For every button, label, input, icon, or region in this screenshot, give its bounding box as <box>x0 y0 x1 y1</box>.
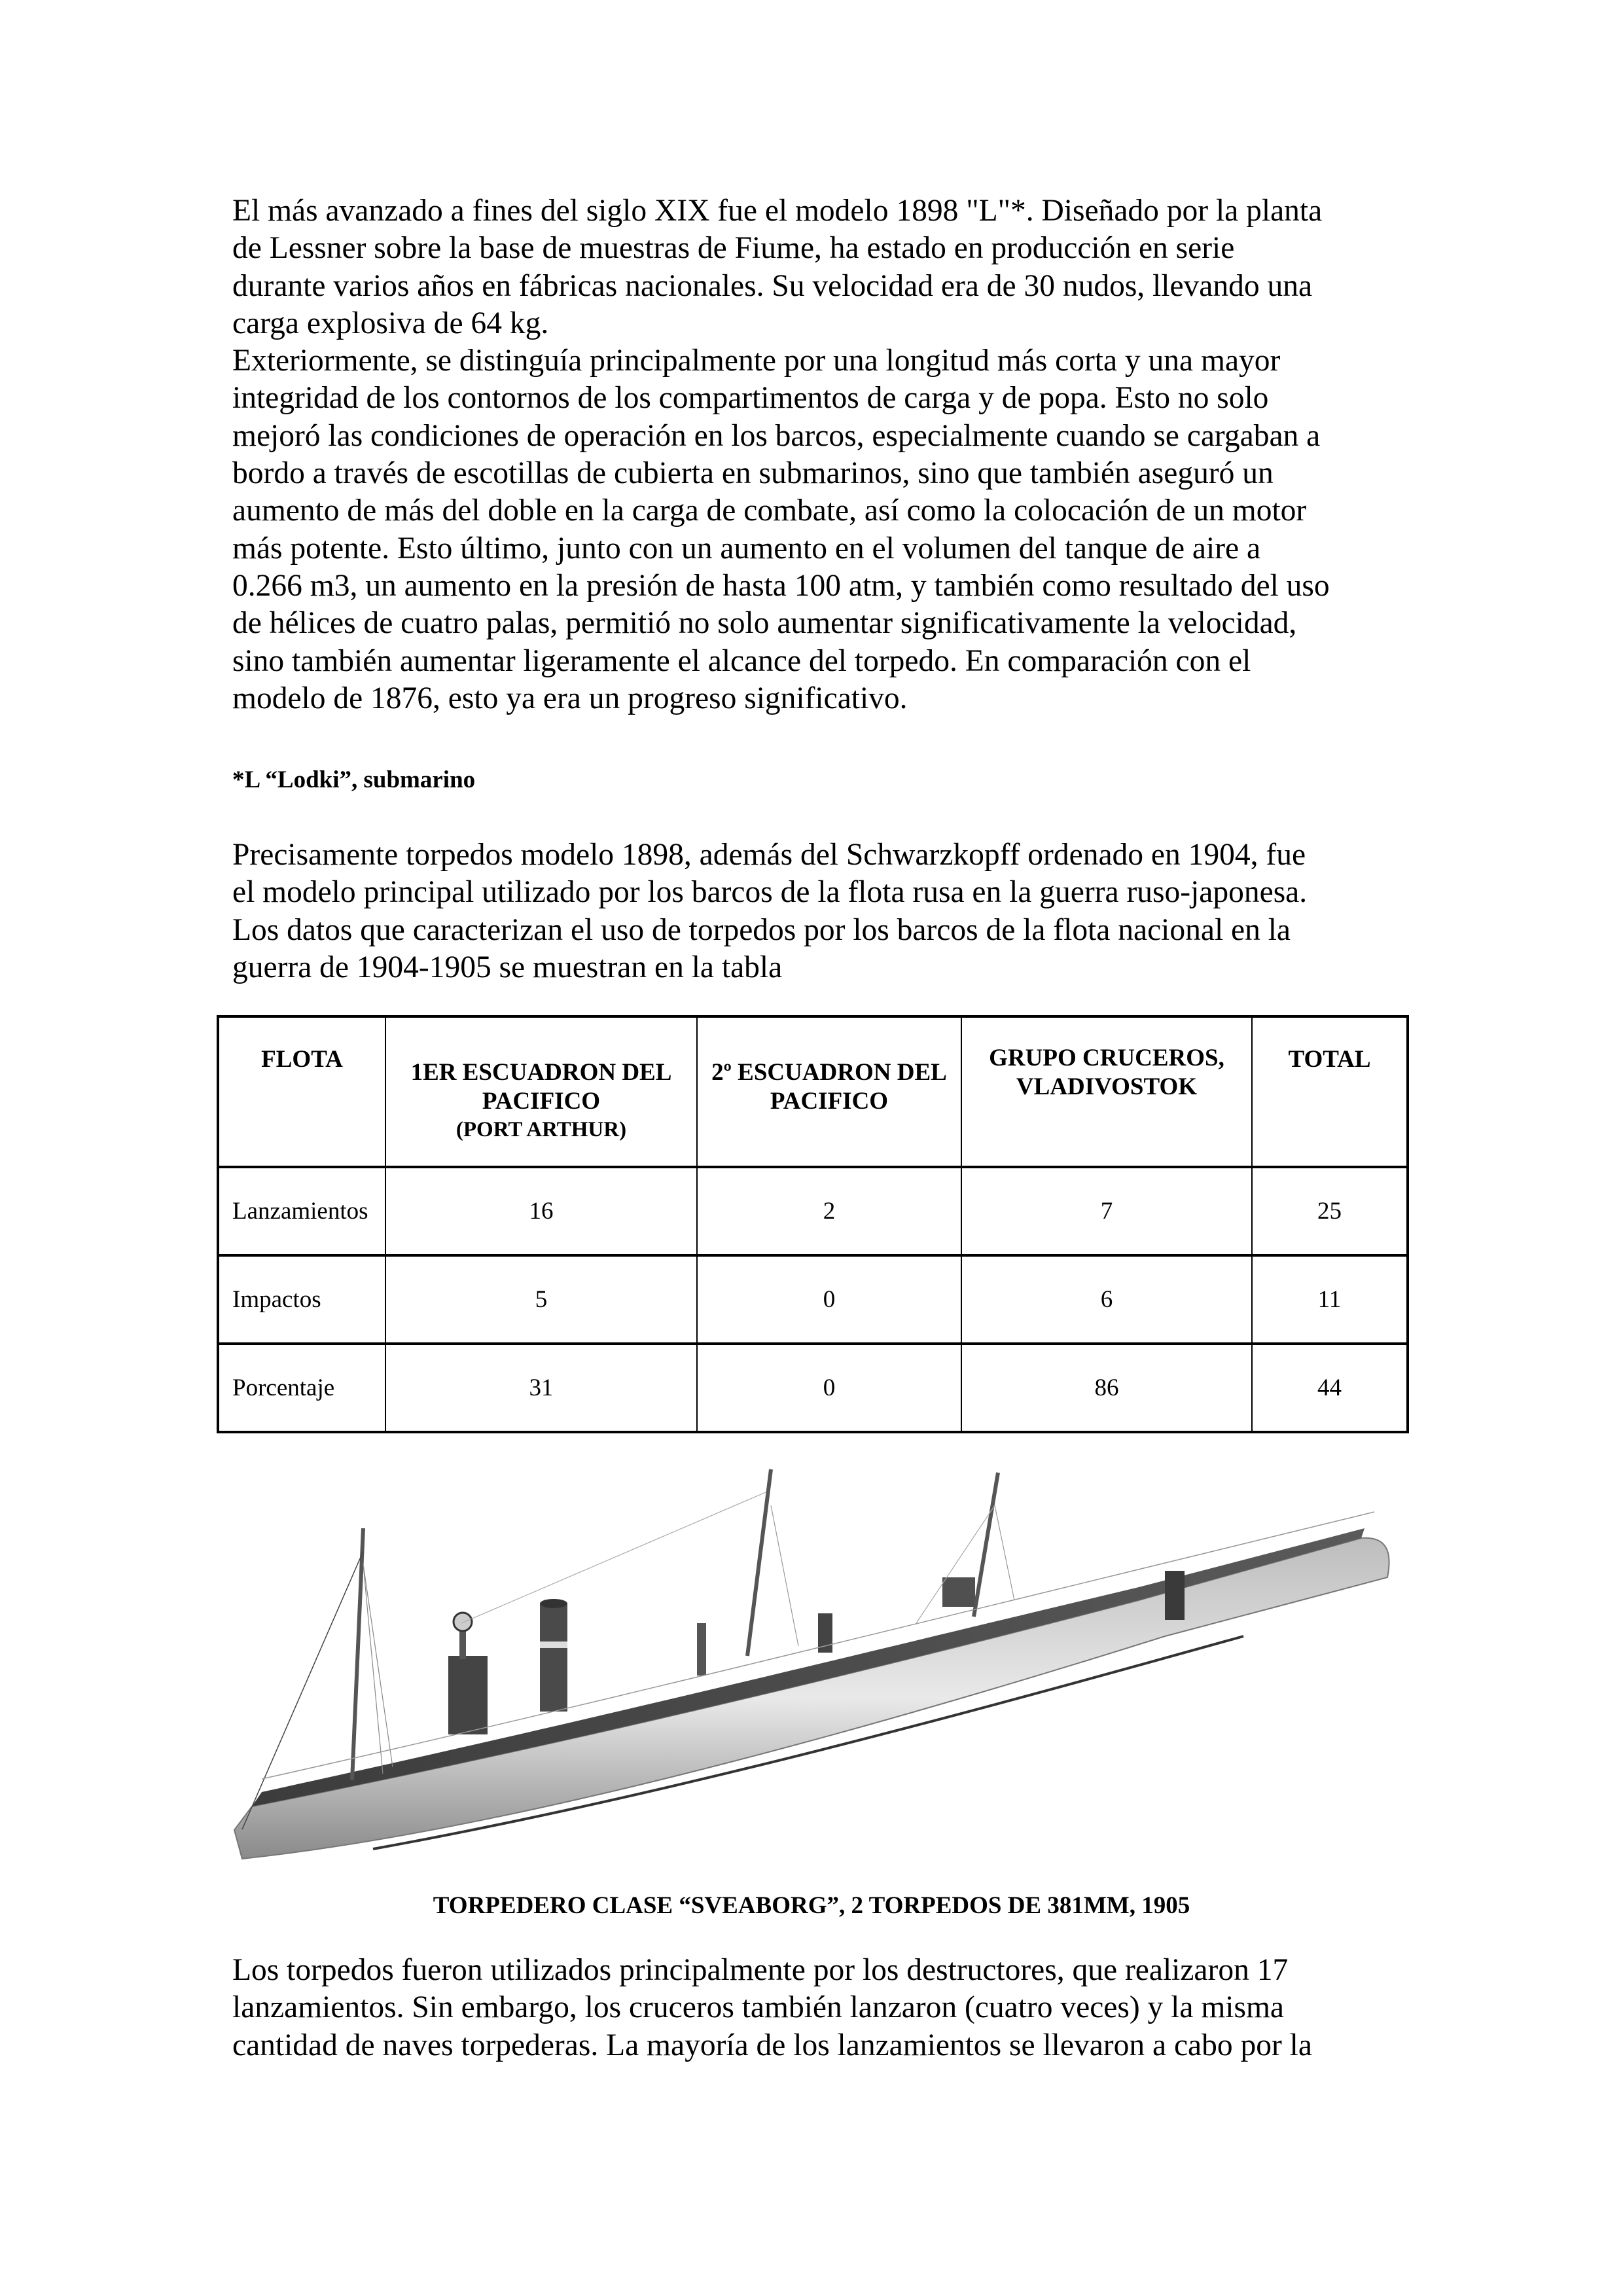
header-2-escuadron: 2º ESCUADRON DEL PACIFICO <box>697 1016 961 1167</box>
ship-icon <box>223 1466 1400 1885</box>
text-line: cantidad de naves torpederas. La mayoría de los lanzamientos se llevaron a cabo por la <box>232 2028 1312 2062</box>
row-label: Lanzamientos <box>218 1167 385 1255</box>
header-flota: FLOTA <box>218 1016 385 1167</box>
cell: 11 <box>1252 1255 1408 1344</box>
cell: 31 <box>385 1344 697 1432</box>
footnote: *L “Lodki”, submarino <box>232 766 476 793</box>
text-line: 0.266 m3, un aumento en la presión de hasta 100 atm, y también como resultado del uso <box>232 568 1330 603</box>
cell: 5 <box>385 1255 697 1344</box>
text-line: sino también aumentar ligeramente el alcance del torpedo. En comparación con el <box>232 643 1251 678</box>
cell: 0 <box>697 1344 961 1432</box>
text-line: de Lessner sobre la base de muestras de Fiume, ha estado en producción en serie <box>232 231 1235 266</box>
text-line: lanzamientos. Sin embargo, los cruceros también lanzaron (cuatro veces) y la misma <box>232 1990 1284 2025</box>
cell: 6 <box>961 1255 1252 1344</box>
text-line: Exteriormente, se distinguía principalmente por una longitud más corta y una mayor <box>232 344 1281 378</box>
row-label: Porcentaje <box>218 1344 385 1432</box>
paragraph-usage-1904 <box>232 836 1410 986</box>
table-header-row <box>218 1016 1408 1167</box>
header-total: TOTAL <box>1252 1016 1408 1167</box>
text-line: el modelo principal utilizado por los barcos de la flota rusa en la guerra ruso-japonesa. <box>232 875 1308 910</box>
text-line: El más avanzado a fines del siglo XIX fue el modelo 1898 "L"*. Diseñado por la planta <box>232 194 1323 228</box>
table-row <box>218 1255 1408 1344</box>
text-line: mejoró las condiciones de operación en los barcos, especialmente cuando se cargaban a <box>232 418 1321 453</box>
text-line: durante varios años en fábricas nacionales. Su velocidad era de 30 nudos, llevando una <box>232 268 1313 303</box>
table-row <box>218 1167 1408 1255</box>
row-label: Impactos <box>218 1255 385 1344</box>
cell: 25 <box>1252 1167 1408 1255</box>
text-line: guerra de 1904-1905 se muestran en la tabla <box>232 950 783 984</box>
cell: 86 <box>961 1344 1252 1432</box>
text-line: aumento de más del doble en la carga de combate, así como la colocación de un motor <box>232 493 1307 528</box>
text-line: más potente. Esto último, junto con un aumento en el volumen del tanque de aire a <box>232 531 1261 565</box>
header-subtitle: (PORT ARTHUR) <box>455 1118 627 1141</box>
text-line: Los datos que caracterizan el uso de torpedos por los barcos de la flota nacional en la <box>232 912 1291 947</box>
text-line: de hélices de cuatro palas, permitió no solo aumentar significativamente la velocidad, <box>232 606 1297 641</box>
text-line: bordo a través de escotillas de cubierta en submarinos, sino que también aseguró un <box>232 456 1274 491</box>
torpedo-usage-table <box>217 1015 1409 1433</box>
text-line: carga explosiva de 64 kg. <box>232 306 549 340</box>
cell: 2 <box>697 1167 961 1255</box>
header-1er-escuadron: 1ER ESCUADRON DEL PACIFICO (PORT ARTHUR) <box>385 1016 697 1167</box>
cell: 16 <box>385 1167 697 1255</box>
table-row <box>218 1344 1408 1432</box>
text-line: Precisamente torpedos modelo 1898, además del Schwarzkopff ordenado en 1904, fue <box>232 838 1306 872</box>
paragraph-torpedo-1898 <box>232 192 1410 717</box>
figure-caption: TORPEDERO CLASE “SVEABORG”, 2 TORPEDOS DE 381MM, 1905 <box>433 1892 1190 1919</box>
cell: 44 <box>1252 1344 1408 1432</box>
text-line: integridad de los contornos de los compartimentos de carga y de popa. Esto no solo <box>232 381 1269 416</box>
torpedo-boat-illustration <box>223 1466 1400 1885</box>
text-line: modelo de 1876, esto ya era un progreso significativo. <box>232 681 908 715</box>
header-grupo-cruceros: GRUPO CRUCEROS, VLADIVOSTOK <box>961 1016 1252 1167</box>
cell: 7 <box>961 1167 1252 1255</box>
paragraph-destroyers <box>232 1952 1410 2064</box>
cell: 0 <box>697 1255 961 1344</box>
text-line: Los torpedos fueron utilizados principalmente por los destructores, que realizaron 17 <box>232 1953 1289 1987</box>
